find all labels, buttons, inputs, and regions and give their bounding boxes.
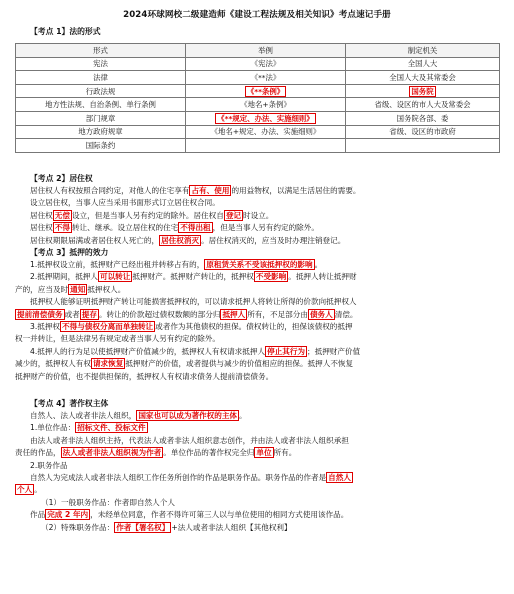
paragraph: [15, 284, 501, 296]
text: ；抵押财产价值: [307, 346, 361, 356]
text: 1.抵押权设立前，抵押财产已经出租并转移占有的，: [30, 260, 205, 269]
paragraph: 设立居住权，当事人应当采用书面形式订立居住权合同。: [30, 198, 220, 208]
law-forms-table: [15, 43, 500, 153]
text: 抵押财产。抵押财产转让的，抵押权: [132, 272, 254, 282]
table-row: [16, 125, 500, 139]
cell-form: 地方政府规章: [16, 125, 186, 139]
paragraph: [15, 259, 501, 271]
highlight: 通知: [70, 284, 86, 294]
highlight: 抵押人: [222, 309, 246, 319]
text: 作品: [30, 510, 46, 520]
cell-example: [186, 139, 346, 153]
paragraph: [15, 346, 501, 358]
table-row: [16, 98, 500, 112]
paragraph: [15, 222, 501, 234]
cell-authority: [346, 84, 500, 98]
text: 抵押权人。: [87, 284, 126, 294]
table-row: [16, 84, 500, 98]
paragraph: [15, 210, 501, 222]
highlight: 不受影响: [255, 272, 287, 282]
text: 抵押财产的价值，或者提供与减少的价值相应的担保。抵押人不恢复: [125, 359, 354, 369]
kp4-body: [15, 410, 501, 534]
text: 自然人为完成法人或者非法人组织工作任务所创作的作品是职务作品。职务作品的作者是: [30, 473, 327, 483]
cell-example: [186, 84, 346, 98]
text: 居住权: [30, 223, 53, 233]
text: 减少的，抵押权人有权: [15, 359, 91, 369]
text: 。: [34, 485, 42, 495]
table-row: [16, 71, 500, 85]
text: 。: [239, 411, 247, 420]
text: ，未经单位同意，作者不得许可第三人以与单位使用的相同方式使用该作品。: [90, 510, 349, 520]
highlight: 可以转让: [100, 272, 131, 282]
text: 居住权: [30, 210, 53, 220]
paragraph: [15, 321, 501, 333]
paragraph: 2.职务作品: [30, 460, 68, 470]
paragraph: [15, 484, 501, 496]
cell-authority: [346, 71, 500, 85]
highlight: 法人或者非法人组织视为作者: [62, 448, 162, 458]
paragraph: [15, 235, 501, 247]
text: 。: [314, 260, 323, 269]
kp3-body: [15, 259, 501, 383]
text: 自然人、法人或者非法人组织，: [30, 411, 137, 420]
text: ，但是当事人另有约定的除外。: [212, 223, 319, 233]
cell-authority: 省级、设区的市人大及常委会: [346, 98, 500, 112]
paragraph: [15, 309, 501, 321]
text: 产的，应当及时: [15, 284, 69, 294]
kp1-heading: 【考点 1】法的形式: [30, 27, 101, 36]
paragraph: [15, 472, 501, 484]
paragraph: [15, 422, 501, 434]
cell-authority-highlight: 国务院: [411, 86, 434, 96]
highlight: 单位: [256, 448, 272, 458]
paragraph: [15, 185, 501, 197]
table-header-row: [16, 44, 500, 58]
highlight: 债务人: [309, 309, 333, 319]
highlight: 原租赁关系不受该抵押权的影响: [206, 260, 313, 269]
paragraph: （1）一般职务作品：作者即自然人个人: [41, 497, 175, 507]
text: 的用益物权，以满足生活居住的需要。: [231, 186, 361, 195]
text: 时设立。: [243, 210, 274, 220]
cell-example: [186, 111, 346, 125]
text: 责任的作品，: [15, 448, 61, 458]
paragraph: [15, 509, 501, 521]
kp4-heading: 【考点 4】著作权主体: [30, 399, 109, 408]
cell-authority: 省级、设区的市政府: [346, 125, 500, 139]
cell-form: 法律: [16, 71, 186, 85]
cell-authority: 全国人大: [346, 57, 500, 71]
highlight: 招标文件、投标文件: [77, 423, 146, 433]
cell-example: 《地名+规定、办法、实施细则》: [186, 125, 346, 139]
text: 2.抵押期间，抵押人: [30, 272, 98, 282]
text: 转让、继承。设立居住权的住宅: [71, 223, 179, 233]
cell-example-highlight: 《**规定、办法、实施细则》: [217, 113, 314, 123]
text: 所有。: [273, 448, 297, 458]
cell-example: 《宪法》: [186, 57, 346, 71]
cell-form: 部门规章: [16, 111, 186, 125]
cell-form: 国际条约: [16, 139, 186, 153]
highlight: 居住权消灭: [161, 235, 200, 245]
text: +法人或者非法人组织【其他权利】: [171, 522, 292, 532]
highlight: 请求恢复: [92, 359, 124, 369]
highlight: 完成 2 年内: [47, 510, 89, 520]
text: 1.单位作品：: [30, 423, 76, 433]
highlight: 登记: [225, 210, 242, 220]
highlight: 国家也可以成为著作权的主体: [138, 411, 238, 420]
kp3-heading: 【考点 3】抵押的效力: [30, 248, 109, 257]
cell-form: 地方性法规、自治条例、单行条例: [16, 98, 186, 112]
paragraph: [15, 522, 501, 534]
text: 或者作为其他债权的担保。债权转让的，担保该债权的抵押: [155, 322, 353, 332]
highlight: 作者【署名权】: [116, 522, 170, 532]
paragraph: 抵押权人能够证明抵押财产转让可能损害抵押权的，可以请求抵押人将转让所得的价款向抵押权人: [30, 297, 357, 307]
text: 。单位作品的著作权完全归: [163, 448, 255, 458]
table-row: [16, 139, 500, 153]
table-row: [16, 111, 500, 125]
paragraph: 由法人或者非法人组织主持，代表法人或者非法人组织意志创作，并由法人或者非法人组织承担: [30, 435, 349, 445]
text: 设立，但是当事人另有约定的除外。居住权自: [71, 210, 224, 220]
cell-example: 《**法》: [186, 71, 346, 85]
highlight: 自然人: [328, 473, 351, 483]
text: （2）特殊职务作品：: [41, 522, 115, 532]
paragraph: 权一并转让，但是法律另有规定或者当事人另有约定的除外。: [15, 334, 221, 344]
col-header-example: 举例: [186, 44, 346, 58]
text: 清偿。: [334, 309, 358, 319]
highlight: 停止其行为: [267, 346, 306, 356]
text: 。居住权消灭的，应当及时办理注销登记。: [201, 235, 346, 245]
paragraph: [15, 447, 501, 459]
col-header-form: 形式: [16, 44, 186, 58]
paragraph: 抵押财产的价值，也不提供担保的，抵押权人有权请求债务人提前清偿债务。: [15, 371, 274, 381]
cell-authority: 国务院各部、委: [346, 111, 500, 125]
paragraph: [15, 410, 501, 422]
highlight: 无偿: [54, 210, 70, 220]
cell-example: 《地名+条例》: [186, 98, 346, 112]
cell-form: 宪法: [16, 57, 186, 71]
highlight: 不得与债权分离而单独转让: [62, 322, 154, 332]
text: 居住权期限届满或者居住权人死亡的，: [30, 235, 160, 245]
text: 。转让的价款超过债权数额的部分归: [98, 309, 221, 319]
paragraph: [15, 358, 501, 370]
cell-authority-highlight: 全国人大及其常委会: [389, 72, 456, 82]
kp2-heading: 【考点 2】居住权: [30, 174, 93, 183]
col-header-authority: 制定机关: [346, 44, 500, 58]
table-row: [16, 57, 500, 71]
paragraph: [15, 271, 501, 283]
highlight: 不得: [54, 223, 70, 233]
kp2-body: [15, 185, 501, 247]
highlight: 占有、使用: [191, 186, 230, 195]
document-title: 2024环球网校二级建造师《建设工程法规及相关知识》考点速记手册: [123, 10, 391, 20]
highlight: 个人: [17, 485, 33, 495]
cell-authority: [346, 139, 500, 153]
text: 所有，不足部分由: [247, 309, 308, 319]
text: 。抵押人转让抵押财: [288, 272, 357, 282]
text: 4.抵押人的行为足以使抵押财产价值减少的，抵押权人有权请求抵押人: [30, 346, 266, 356]
highlight: 不得出租: [180, 223, 211, 233]
text: 3.抵押权: [30, 322, 61, 332]
cell-form: 行政法规: [16, 84, 186, 98]
highlight: 提存: [81, 309, 97, 319]
text: 或者: [64, 309, 80, 319]
text: 居住权人有权按照合同约定，对他人的住宅享有: [30, 186, 190, 195]
cell-example-highlight: 《**条例》: [246, 86, 285, 96]
highlight: 提前清偿债务: [17, 309, 63, 319]
